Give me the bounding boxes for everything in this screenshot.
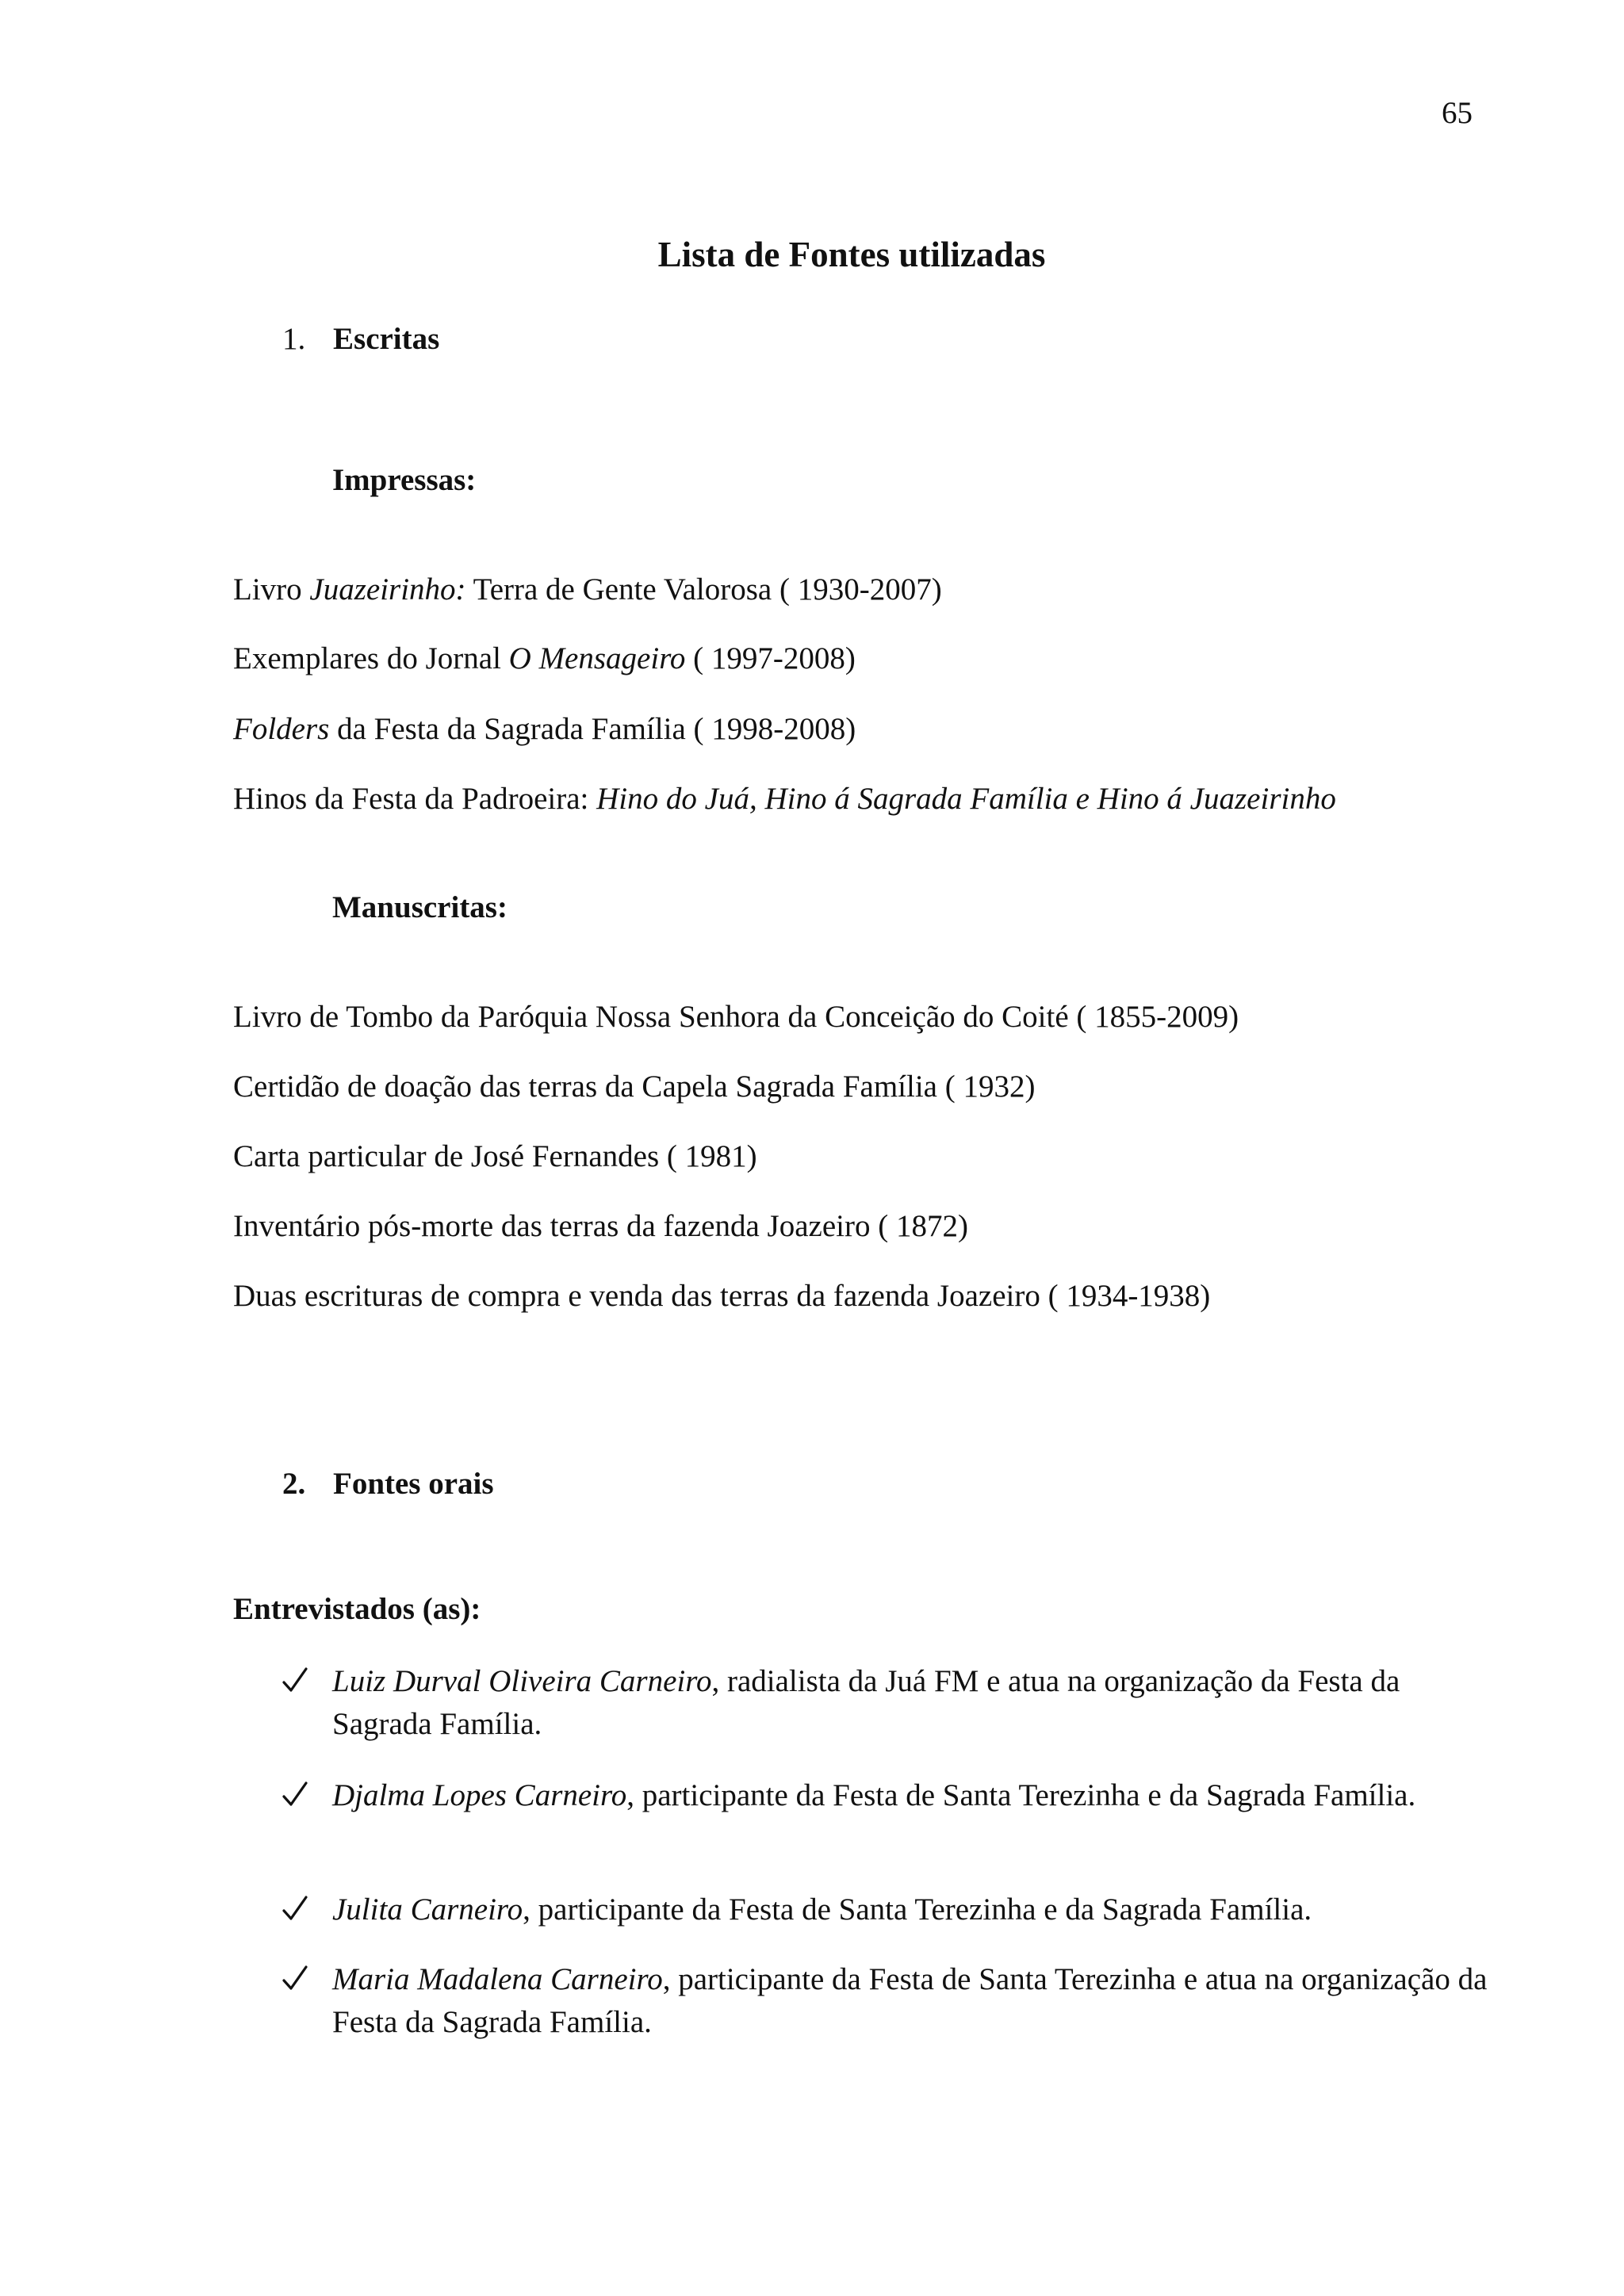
interviewee-item [282, 1774, 1456, 1862]
interviewee-text [332, 1660, 1498, 1746]
list-item: Inventário pós-morte das terras da fazenda Joazeiro ( 1872) [233, 1209, 968, 1243]
subheading-impressas: Impressas: [332, 463, 477, 497]
list-item: Duas escrituras de compra e venda das terras da fazenda Joazeiro ( 1934-1938) [233, 1279, 1211, 1313]
section-title: Fontes orais [333, 1467, 494, 1501]
interviewee-text [332, 1888, 1498, 1931]
list-item: Certidão de doação das terras da Capela Sagrada Família ( 1932) [233, 1070, 1036, 1104]
interviewee-name: Maria Madalena Carneiro [332, 1962, 663, 1996]
list-item: Livro de Tombo da Paróquia Nossa Senhora da Conceição do Coité ( 1855-2009) [233, 1000, 1239, 1034]
item-italic-text: Folders [233, 712, 330, 746]
list-item [233, 711, 856, 747]
list-item: Carta particular de José Fernandes ( 1981) [233, 1139, 757, 1173]
item-italic-text: Juazeirinho: [309, 572, 466, 607]
section-number: 2. [282, 1467, 306, 1501]
interviewee-text [332, 1774, 1498, 1817]
interviewee-text [332, 1958, 1498, 2044]
page-number: 65 [1442, 96, 1473, 130]
interviewee-item [282, 1660, 1456, 1747]
item-italic-text: O Mensageiro [508, 641, 686, 675]
page-title: Lista de Fontes utilizadas [657, 235, 1046, 274]
interviewee-description: , radialista da Juá FM e atua na organização da Festa da Sagrada Família. [332, 1664, 1400, 1741]
item-text: ( 1997-2008) [685, 641, 856, 675]
checkmark-icon [282, 1667, 308, 1695]
interviewee-item [282, 1888, 1456, 1933]
section-heading-fontes-orais [282, 1466, 494, 1502]
interviewee-description: , participante da Festa de Santa Terezinha e atua na organização da Festa da Sagrada Família. [332, 1962, 1488, 2039]
item-text: Terra de Gente Valorosa ( 1930-2007) [465, 572, 942, 607]
item-italic-text: Hino do Juá, Hino á Sagrada Família e Hino á Juazeirinho [596, 782, 1336, 816]
checkmark-icon [282, 1781, 308, 1809]
subheading-manuscritas: Manuscritas: [332, 890, 508, 924]
checkmark-icon [282, 1895, 308, 1923]
interviewee-name: Luiz Durval Oliveira Carneiro [332, 1664, 712, 1698]
section-title: Escritas [333, 322, 440, 356]
interviewee-description: , participante da Festa de Santa Terezinha e da Sagrada Família. [626, 1778, 1416, 1812]
interviewee-item [282, 1958, 1488, 2045]
item-text: Livro [233, 572, 310, 607]
item-text: da Festa da Sagrada Família ( 1998-2008) [329, 712, 856, 746]
list-item [233, 781, 1336, 817]
interviewee-name: Julita Carneiro [332, 1892, 523, 1927]
item-text: Exemplares do Jornal [233, 641, 509, 675]
item-text: Hinos da Festa da Padroeira: [233, 782, 597, 816]
section-heading-escritas [282, 321, 439, 357]
list-item [233, 572, 942, 607]
list-item [233, 641, 856, 676]
interviewee-description: , participante da Festa de Santa Terezinha e da Sagrada Família. [523, 1892, 1312, 1927]
interviewee-name: Djalma Lopes Carneiro [332, 1778, 627, 1812]
interviewees-heading: Entrevistados (as): [233, 1592, 481, 1626]
section-number: 1. [282, 322, 306, 356]
checkmark-icon [282, 1965, 308, 1993]
